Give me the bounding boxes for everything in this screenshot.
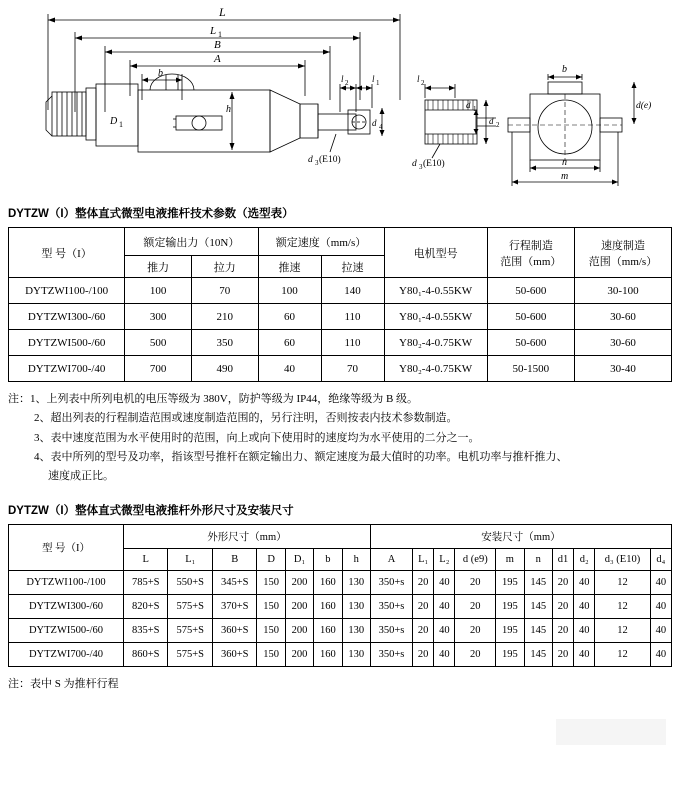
header-col-d3: d₃ (E10) [595,549,650,571]
cell-pull-speed: 110 [321,330,384,356]
cell-B: 345+S [212,571,256,595]
cell-L: 820+S [124,595,168,619]
svg-text:d: d [412,159,417,169]
cell-m: 195 [496,619,524,643]
note-4-cont: 速度成正比。 [48,470,114,482]
svg-text:D: D [110,116,118,127]
cell-push: 100 [125,278,192,304]
cell-stroke: 50-600 [487,304,574,330]
svg-text:n: n [562,157,567,168]
cell-model: DYTZWI300-/60 [9,595,124,619]
header-col-d: d (e9) [455,549,496,571]
svg-text:d: d [372,118,377,128]
header-col-D: D [257,549,285,571]
svg-text:b: b [562,64,567,75]
cell-A: 350+s [370,571,412,595]
spec-table [8,227,672,382]
header-col-d2: d₂ [574,549,595,571]
dims-table-title: DYTZW（I）整体直式微型电液推杆外形尺寸及安装尺寸 [8,505,294,518]
svg-text:l: l [341,74,344,84]
svg-text:d: d [489,116,494,126]
cell-iL1: 20 [413,619,434,643]
cell-model: DYTZWI500-/60 [9,330,125,356]
header-stroke-line2: 范围（mm） [500,255,562,268]
table-row [9,643,672,667]
svg-text:l: l [417,74,420,84]
cell-h: 130 [342,643,370,667]
cell-A: 350+s [370,643,412,667]
cell-n: 145 [524,571,552,595]
cell-d2: 40 [574,595,595,619]
header-col-A: A [370,549,412,571]
cell-D: 150 [257,643,285,667]
cell-L1: 575+S [168,643,212,667]
svg-text:d: d [466,100,471,110]
cell-D: 150 [257,571,285,595]
cell-d4: 40 [650,643,671,667]
cell-motor: Y80₁-4-0.55KW [384,304,487,330]
svg-text:1: 1 [376,79,380,87]
header-motor: 电机型号 [384,228,487,278]
cell-b: 160 [314,619,342,643]
svg-text:m: m [561,171,569,182]
header-outer-dims: 外形尺寸（mm） [124,525,371,549]
cell-d2: 40 [574,619,595,643]
cell-D1: 200 [285,643,313,667]
cell-A: 350+s [370,619,412,643]
table-row [9,595,672,619]
cell-D1: 200 [285,571,313,595]
watermark-block [556,719,666,745]
cell-motor: Y80₂-4-0.75KW [384,330,487,356]
header-col-L2: L₂ [434,549,455,571]
cell-iL1: 20 [413,595,434,619]
svg-text:2: 2 [421,79,425,87]
svg-text:3: 3 [419,163,423,171]
cell-L2: 40 [434,595,455,619]
dims-table [8,524,672,667]
cell-L2: 40 [434,571,455,595]
cell-D: 150 [257,595,285,619]
cell-pull: 70 [191,278,258,304]
svg-text:2: 2 [496,121,500,129]
cell-motor: Y80₂-4-0.75KW [384,356,487,382]
cell-L: 835+S [124,619,168,643]
header-col-m: m [496,549,524,571]
dims-bottom-note: 注：表中 S 为推杆行程 [8,678,119,691]
spec-notes [8,390,680,486]
header-col-b: b [314,549,342,571]
header-pull: 拉力 [191,256,258,278]
cell-d: 20 [455,571,496,595]
drawing-svg [0,0,680,205]
header-stroke-range [487,228,574,278]
cell-L2: 40 [434,619,455,643]
svg-text:b: b [158,68,163,79]
header-col-n: n [524,549,552,571]
cell-model: DYTZWI700-/40 [9,643,124,667]
cell-pull-speed: 140 [321,278,384,304]
cell-d2: 40 [574,571,595,595]
cell-d3: 12 [595,595,650,619]
note-4: 4、表中所列的型号及功率，指该型号推杆在额定输出力、额定速度为最大值时的功率。电机功率与推杆推力、 [34,450,568,463]
header-model: 型 号（I） [9,228,125,278]
header-col-B: B [212,549,256,571]
cell-d4: 40 [650,595,671,619]
cell-model: DYTZWI500-/60 [9,619,124,643]
note-1: 注：1、上列表中所列电机的电压等级为 380V，防护等级为 IP44，绝缘等级为 B 级。 [8,393,419,405]
header-pull-speed: 拉速 [321,256,384,278]
cell-model: DYTZWI100-/100 [9,571,124,595]
header-speed-range [574,228,671,278]
cell-iL1: 20 [413,571,434,595]
cell-L1: 575+S [168,595,212,619]
cell-model: DYTZWI300-/60 [9,304,125,330]
cell-stroke: 50-1500 [487,356,574,382]
table-header-row [9,525,672,549]
cell-push: 500 [125,330,192,356]
svg-text:(E10): (E10) [319,155,341,165]
svg-text:d: d [308,155,313,165]
cell-D1: 200 [285,619,313,643]
cell-iL1: 20 [413,643,434,667]
svg-text:1: 1 [473,105,477,113]
svg-text:l: l [372,74,375,84]
cell-D: 150 [257,619,285,643]
cell-n: 145 [524,619,552,643]
svg-text:(E10): (E10) [423,159,445,169]
cell-L: 785+S [124,571,168,595]
header-col-iL1: L₁ [413,549,434,571]
table-row [9,304,672,330]
header-stroke-line1: 行程制造 [508,239,553,252]
cell-push-speed: 100 [258,278,321,304]
header-install-dims: 安装尺寸（mm） [370,525,671,549]
cell-d: 20 [455,595,496,619]
cell-model: DYTZWI700-/40 [9,356,125,382]
cell-push-speed: 40 [258,356,321,382]
header-col-L1: L₁ [168,549,212,571]
cell-h: 130 [342,571,370,595]
svg-text:1: 1 [119,120,123,129]
header-output: 额定输出力（10N） [125,228,258,256]
header-speed-line1: 速度制造 [600,239,645,252]
svg-text:L: L [210,25,217,37]
cell-push-speed: 60 [258,330,321,356]
cell-L2: 40 [434,643,455,667]
header-col-h: h [342,549,370,571]
cell-speed-range: 30-60 [574,330,671,356]
cell-m: 195 [496,643,524,667]
cell-pull: 490 [191,356,258,382]
header-speed-line2: 范围（mm/s） [588,255,658,268]
cell-motor: Y80₁-4-0.55KW [384,278,487,304]
cell-d3: 12 [595,643,650,667]
header-push-speed: 推速 [258,256,321,278]
cell-model: DYTZWI100-/100 [9,278,125,304]
cell-d: 20 [455,619,496,643]
cell-D1: 200 [285,595,313,619]
cell-h: 130 [342,595,370,619]
cell-speed-range: 30-60 [574,304,671,330]
cell-stroke: 50-600 [487,330,574,356]
table-row [9,619,672,643]
cell-pull-speed: 70 [321,356,384,382]
cell-L: 860+S [124,643,168,667]
cell-push: 700 [125,356,192,382]
cell-B: 360+S [212,619,256,643]
cell-b: 160 [314,595,342,619]
cell-n: 145 [524,595,552,619]
cell-B: 360+S [212,643,256,667]
svg-text:A: A [214,53,221,65]
header-speed: 额定速度（mm/s） [258,228,384,256]
svg-text:L: L [219,5,226,19]
cell-b: 160 [314,643,342,667]
svg-text:4: 4 [379,123,383,131]
header-col-D1: D₁ [285,549,313,571]
note-3: 3、表中速度范围为水平使用时的范围，向上或向下使用时的速度均为水平使用的二分之一。 [34,431,480,444]
header-model: 型 号（I） [9,525,124,571]
cell-pull: 350 [191,330,258,356]
table-row [9,330,672,356]
cell-d1: 20 [552,595,573,619]
cell-speed-range: 30-40 [574,356,671,382]
header-col-d1: d1 [552,549,573,571]
cell-pull: 210 [191,304,258,330]
cell-speed-range: 30-100 [574,278,671,304]
cell-d4: 40 [650,619,671,643]
svg-text:1: 1 [218,30,222,39]
cell-d3: 12 [595,571,650,595]
cell-d: 20 [455,643,496,667]
svg-text:h: h [226,104,231,115]
svg-text:d(e): d(e) [636,101,652,111]
note-2: 2、超出列表的行程制造范围或速度制造范围的，另行注明，否则按表内技术参数制造。 [34,412,458,425]
cell-n: 145 [524,643,552,667]
cell-B: 370+S [212,595,256,619]
svg-text:3: 3 [315,159,319,167]
table-row [9,356,672,382]
header-col-L: L [124,549,168,571]
cell-d4: 40 [650,571,671,595]
svg-text:B: B [214,39,221,51]
cell-push: 300 [125,304,192,330]
cell-d1: 20 [552,619,573,643]
cell-d1: 20 [552,643,573,667]
svg-text:2: 2 [345,79,349,87]
cell-b: 160 [314,571,342,595]
cell-m: 195 [496,571,524,595]
header-col-d4: d₄ [650,549,671,571]
cell-d2: 40 [574,643,595,667]
spec-table-title: DYTZW（I）整体直式微型电液推杆技术参数（选型表） [8,208,294,220]
cell-L1: 550+S [168,571,212,595]
cell-stroke: 50-600 [487,278,574,304]
cell-push-speed: 60 [258,304,321,330]
table-row [9,278,672,304]
cell-h: 130 [342,619,370,643]
cell-d1: 20 [552,571,573,595]
cell-pull-speed: 110 [321,304,384,330]
technical-drawing [0,0,680,205]
cell-A: 350+s [370,595,412,619]
header-push: 推力 [125,256,192,278]
table-row [9,571,672,595]
table-header-row [9,228,672,256]
cell-d3: 12 [595,619,650,643]
cell-m: 195 [496,595,524,619]
cell-L1: 575+S [168,619,212,643]
